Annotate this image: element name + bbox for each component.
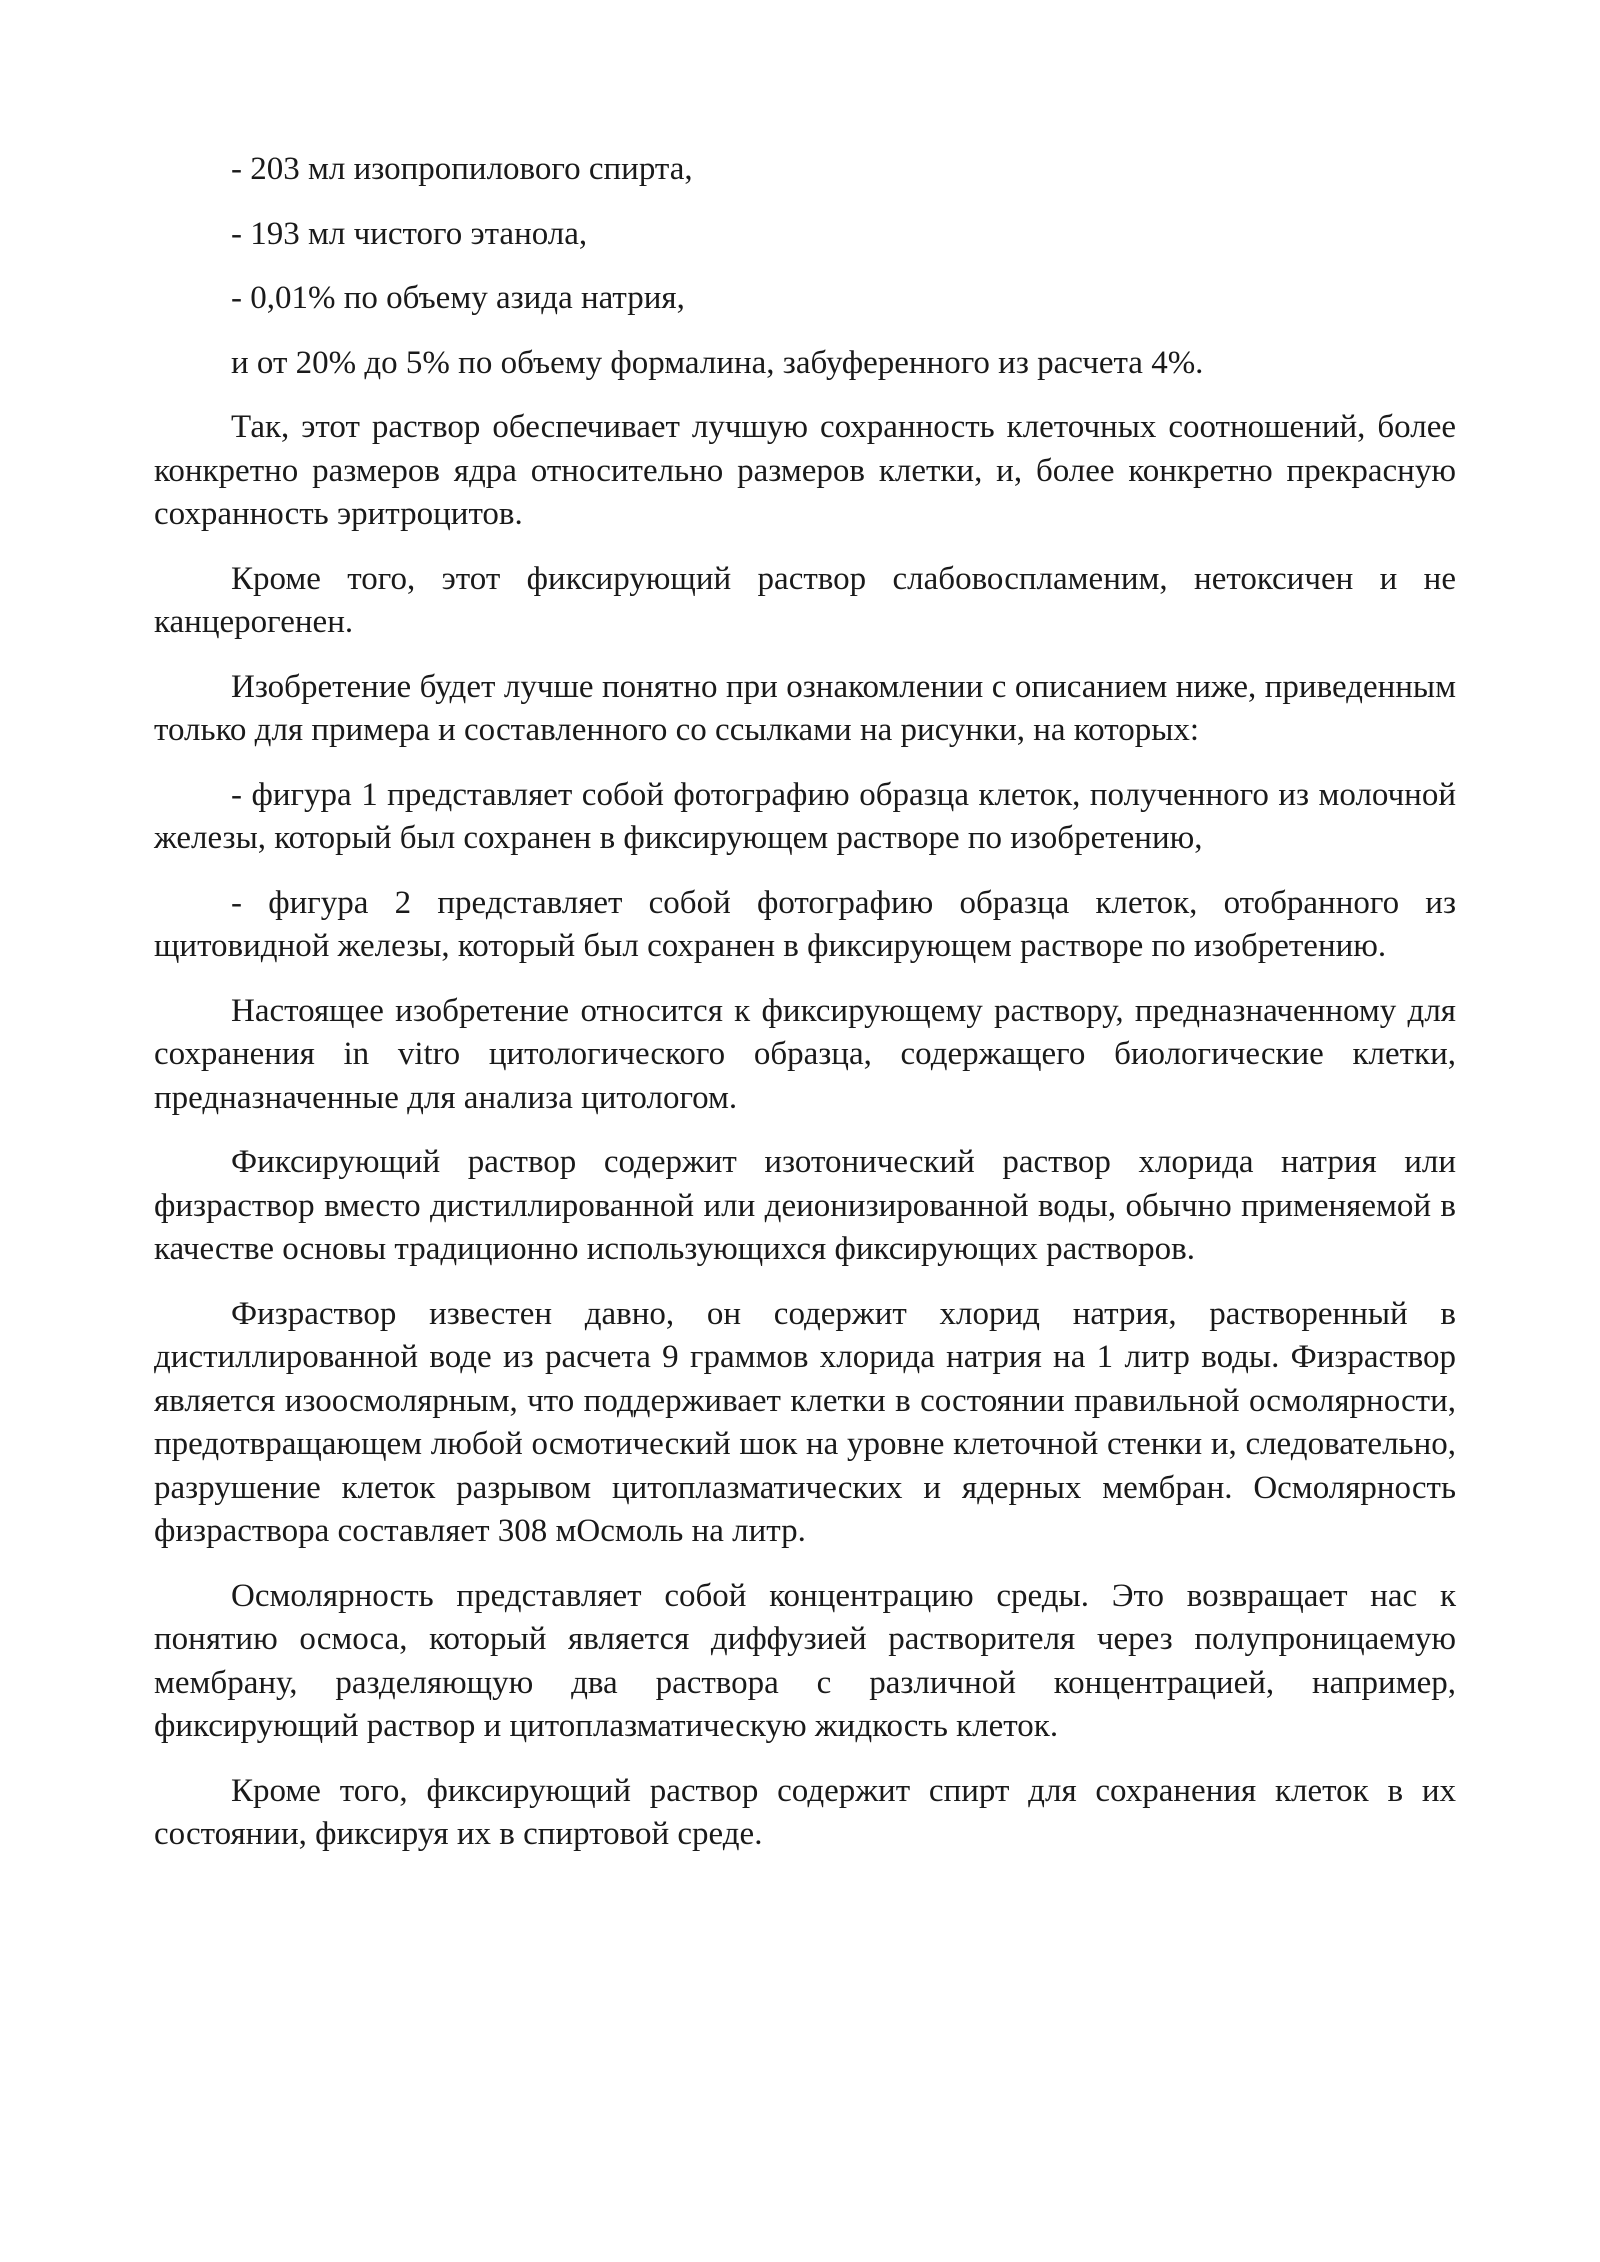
list-item: - 0,01% по объему азида натрия, bbox=[231, 280, 685, 316]
paragraph: Физраствор известен давно, он содержит хлорид натрия, растворенный в дистиллированной воде из расчета 9 граммов хлорида натрия на 1 литр воды. Физраствор является изоосмолярным, что поддерживает клетки в состоянии правильной осмолярности, предотвращающем любой осмотический шок на уровне клеточной стенки и, следовательно, разрушение клеток разрывом цитоплазматических и ядерных мембран. Осмолярность физраствора составляет 308 мОсмоль на литр. bbox=[154, 1295, 1456, 1549]
paragraph: Фиксирующий раствор содержит изотонический раствор хлорида натрия или физраствор вместо дистиллированной или деионизированной воды, обычно применяемой в качестве основы традиционно использующихся фиксирующих растворов. bbox=[154, 1144, 1456, 1267]
paragraph: - фигура 1 представляет собой фотографию образца клеток, полученного из молочной железы, который был сохранен в фиксирующем растворе по изобретению, bbox=[154, 776, 1456, 856]
paragraph: - фигура 2 представляет собой фотографию образца клеток, отобранного из щитовидной железы, который был сохранен в фиксирующем растворе по изобретению. bbox=[154, 884, 1456, 964]
paragraph: Настоящее изобретение относится к фиксирующему раствору, предназначенному для сохранения in vitro цитологического образца, содержащего биологические клетки, предназначенные для анализа цитологом. bbox=[154, 992, 1456, 1116]
list-item: и от 20% до 5% по объему формалина, забуференного из расчета 4%. bbox=[231, 344, 1204, 381]
list-item: - 193 мл чистого этанола, bbox=[231, 215, 588, 252]
paragraph: Кроме того, фиксирующий раствор содержит спирт для сохранения клеток в их состоянии, фиксируя их в спиртовой среде. bbox=[154, 1772, 1456, 1852]
paragraph: Осмолярность представляет собой концентрацию среды. Это возвращает нас к понятию осмоса, который является диффузией растворителя через полупроницаемую мембрану, разделяющую два раствора с различной концентрацией, например, фиксирующий раствор и цитоплазматическую жидкость клеток. bbox=[154, 1577, 1456, 1744]
document-page bbox=[154, 148, 1456, 1878]
paragraph: Изобретение будет лучше понятно при ознакомлении с описанием ниже, приведенным только для примера и составленного со ссылками на рисунки, на которых: bbox=[154, 668, 1456, 748]
list-item: - 203 мл изопропилового спирта, bbox=[231, 151, 693, 187]
paragraph: Кроме того, этот фиксирующий раствор слабовоспламеним, нетоксичен и не канцерогенен. bbox=[154, 560, 1456, 640]
paragraph: Так, этот раствор обеспечивает лучшую сохранность клеточных соотношений, более конкретно размеров ядра относительно размеров клетки, и, более конкретно прекрасную сохранность эритроцитов. bbox=[154, 409, 1456, 532]
